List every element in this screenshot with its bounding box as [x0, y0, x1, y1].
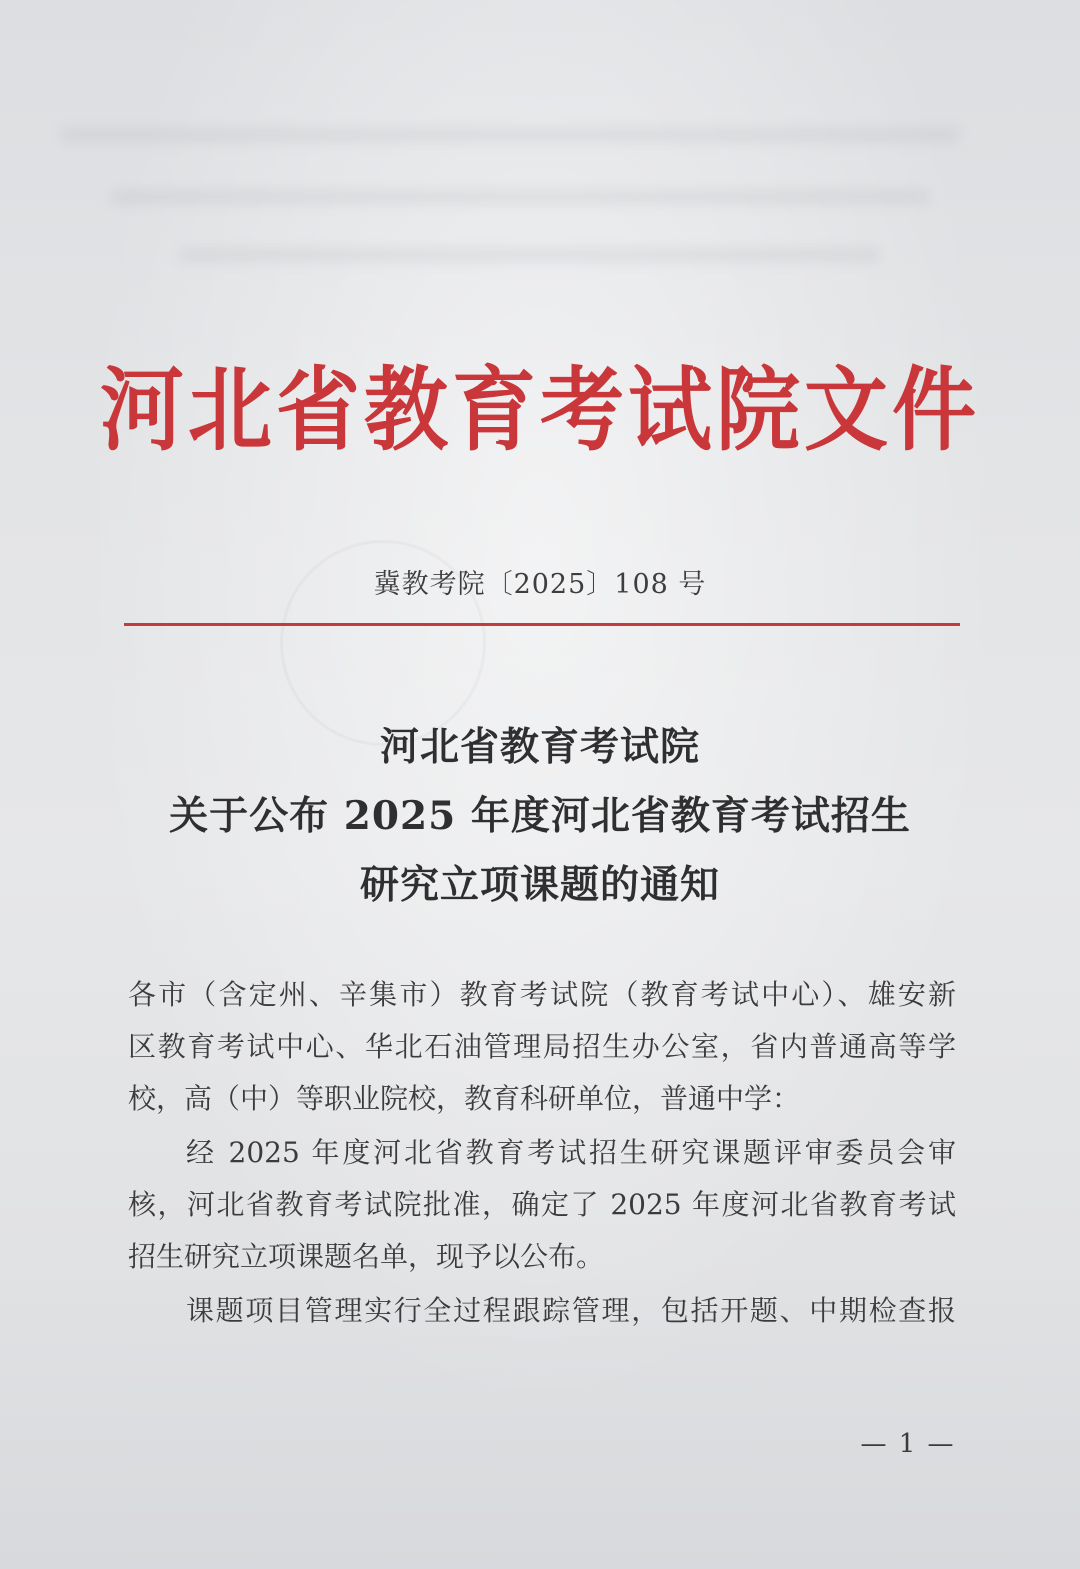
show-through-mark: [180, 248, 880, 262]
page-number: — 1 —: [860, 1429, 956, 1459]
body-line: 区教育考试中心、华北石油管理局招生办公室，省内普通高等学: [128, 1030, 956, 1063]
body-line: 课题项目管理实行全过程跟踪管理，包括开题、中期检查报: [186, 1294, 956, 1327]
document-number: 冀教考院〔2025〕108 号: [373, 569, 707, 600]
notice-title-line-2: 关于公布 2025 年度河北省教育考试招生: [169, 793, 911, 839]
notice-title-line-1: 河北省教育考试院: [379, 724, 700, 770]
body-line: 经 2025 年度河北省教育考试招生研究课题评审委员会审: [186, 1136, 956, 1169]
body-line: 各市（含定州、辛集市）教育考试院（教育考试中心）、雄安新: [128, 978, 956, 1011]
red-divider-line: [124, 623, 960, 626]
show-through-mark: [110, 190, 930, 204]
body-line: 核，河北省教育考试院批准，确定了 2025 年度河北省教育考试: [128, 1188, 956, 1221]
body-line: 校，高（中）等职业院校，教育科研单位，普通中学：: [128, 1082, 801, 1115]
document-masthead: 河北省教育考试院文件: [99, 356, 980, 463]
show-through-mark: [60, 128, 960, 142]
notice-title-line-3: 研究立项课题的通知: [359, 862, 720, 908]
body-line: 招生研究立项课题名单，现予以公布。: [128, 1240, 605, 1273]
